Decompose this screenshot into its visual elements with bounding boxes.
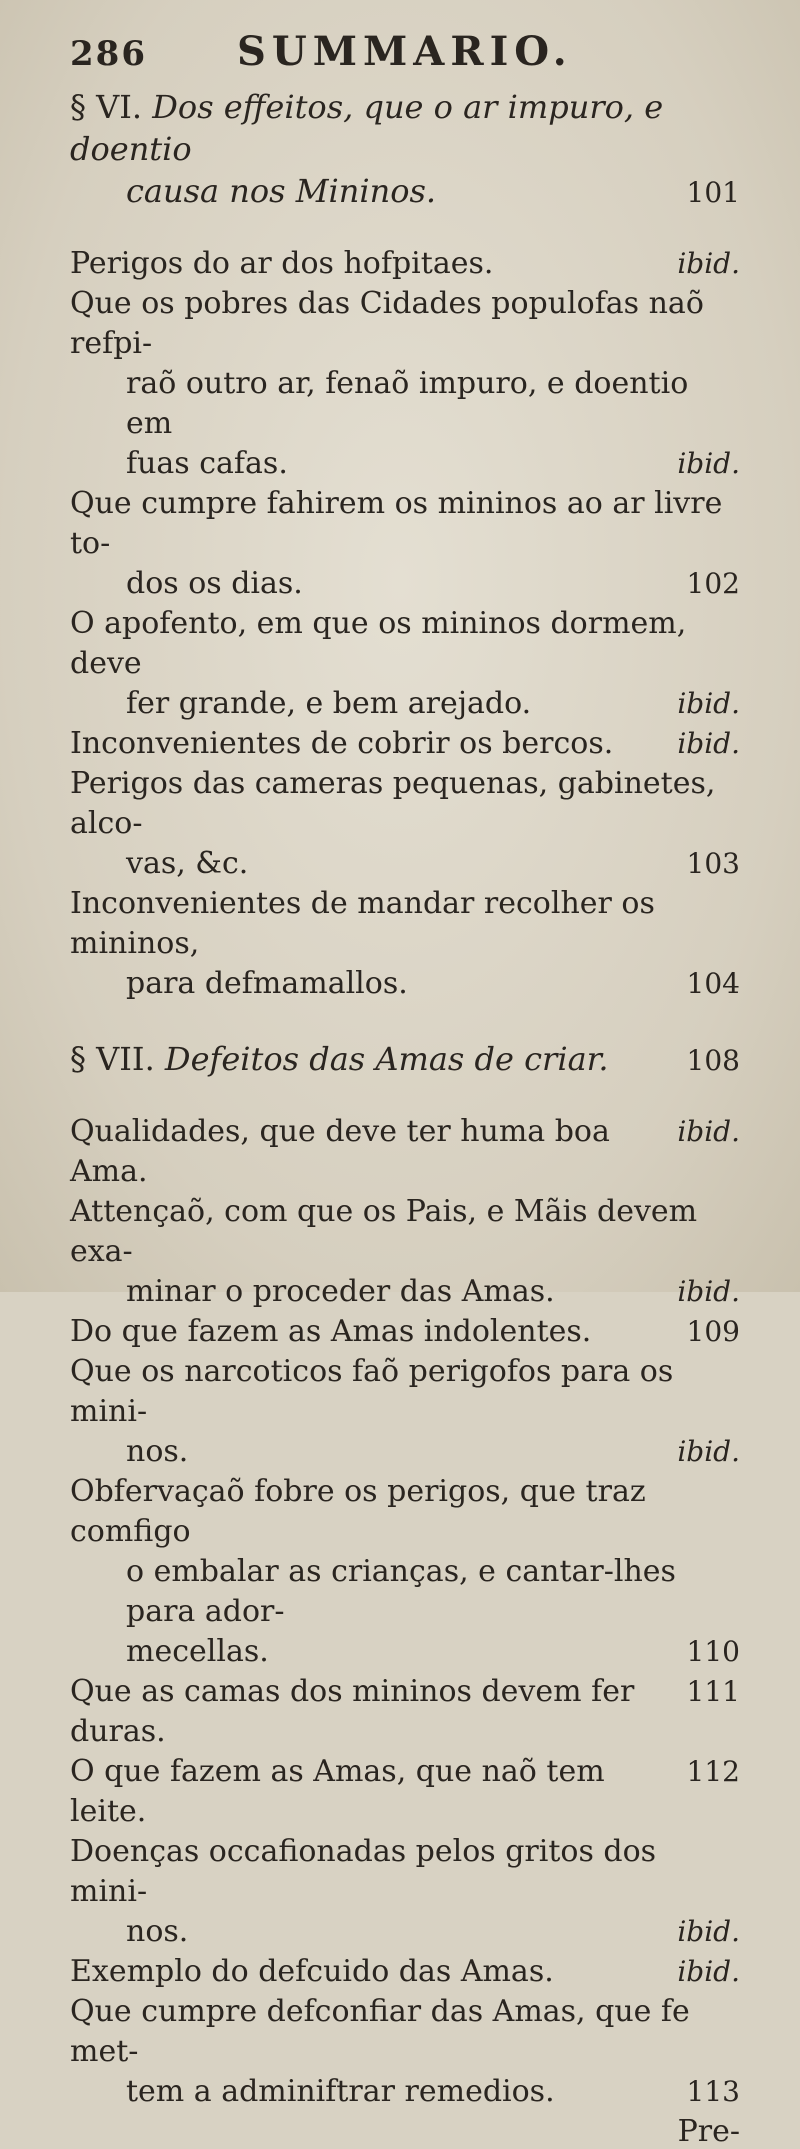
section-title-line2: causa nos Mininos.: [126, 172, 437, 210]
entry-ref: ibid.: [677, 687, 740, 720]
entry-text: O que fazem as Amas, que naõ tem leite.: [70, 1754, 605, 1829]
toc-entry: [70, 1352, 740, 1472]
entry-text: Doenças occafionadas pelos gritos dos mini-: [70, 1834, 657, 1909]
catchword: [70, 2114, 740, 2149]
entry-text: Que cumpre defconfiar das Amas, que fe met-: [70, 1994, 690, 2069]
toc-entry: [70, 1952, 740, 1992]
entry-text: fuas cafas.: [126, 446, 288, 481]
section-vi-heading: [70, 86, 740, 214]
toc-entry: [70, 484, 740, 604]
entry-ref: 110: [686, 1635, 740, 1668]
toc-entry: [70, 1472, 740, 1672]
toc-entry: [70, 1992, 740, 2112]
entry-text: mecellas.: [126, 1634, 269, 1669]
entry-ref: 113: [686, 2075, 740, 2108]
entry-ref: ibid.: [677, 1275, 740, 1308]
section-vii-heading: [70, 1038, 740, 1082]
entry-ref: 102: [686, 567, 740, 600]
entry-text: Que os narcoticos faõ perigofos para os mini-: [70, 1354, 674, 1429]
toc-entry: [70, 1312, 740, 1352]
page-header: [70, 28, 740, 86]
section-title-line1: Dos effeitos, que o ar impuro, e doentio: [70, 88, 664, 168]
entry-ref: 103: [686, 847, 740, 880]
entry-ref: ibid.: [677, 447, 740, 480]
entry-ref: 111: [686, 1675, 740, 1708]
entry-text: Perigos do ar dos hofpitaes.: [70, 246, 494, 281]
entry-text: nos.: [126, 1914, 189, 1949]
entry-text: o embalar as crianças, e cantar-lhes para ador-: [126, 1554, 676, 1629]
entry-text: Qualidades, que deve ter huma boa Ama.: [70, 1114, 610, 1189]
entry-text: Do que fazem as Amas indolentes.: [70, 1314, 592, 1349]
entry-ref: ibid.: [677, 1115, 740, 1148]
entry-ref: 104: [686, 967, 740, 1000]
entry-text: Que os pobres das Cidades populofas naõ refpi-: [70, 286, 704, 361]
entry-text: Que cumpre fahirem os mininos ao ar livre to-: [70, 486, 723, 561]
entry-ref: ibid.: [677, 1915, 740, 1948]
toc-entry: [70, 244, 740, 284]
entry-text: dos os dias.: [126, 566, 303, 601]
toc-entry: [70, 1192, 740, 1312]
entry-text: fer grande, e bem arejado.: [126, 686, 532, 721]
section-symbol: §: [70, 88, 86, 126]
section-title: Defeitos das Amas de criar.: [164, 1040, 609, 1078]
catchword-text: Pre-: [677, 2114, 740, 2149]
entry-text: raõ outro ar, fenaõ impuro, e doentio em: [126, 366, 689, 441]
page-number: 286: [70, 34, 147, 74]
section-page: 101: [686, 176, 740, 209]
toc-entry: [70, 284, 740, 484]
entry-text: Exemplo do defcuido das Amas.: [70, 1954, 554, 1989]
entry-ref: 112: [686, 1755, 740, 1788]
toc-entry: [70, 884, 740, 1004]
running-title: SUMMARIO.: [236, 28, 573, 75]
section-symbol: §: [70, 1040, 86, 1078]
entry-ref: 109: [686, 1315, 740, 1348]
entry-text: vas, &c.: [126, 846, 249, 881]
entry-text: nos.: [126, 1434, 189, 1469]
entry-text: Que as camas dos mininos devem fer duras.: [70, 1674, 635, 1749]
entry-text: Inconvenientes de cobrir os bercos.: [70, 726, 614, 761]
toc-entry: [70, 724, 740, 764]
toc-entry: [70, 604, 740, 724]
entry-ref: ibid.: [677, 727, 740, 760]
toc-entry: [70, 1832, 740, 1952]
section-number: VI.: [96, 88, 143, 126]
toc-entry: [70, 1752, 740, 1832]
entry-ref: ibid.: [677, 247, 740, 280]
toc-entry: [70, 1112, 740, 1192]
entry-text: O apofento, em que os mininos dormem, deve: [70, 606, 687, 681]
entry-text: Inconvenientes de mandar recolher os mininos,: [70, 886, 655, 961]
entry-text: Attençaõ, com que os Pais, e Mãis devem exa-: [70, 1194, 698, 1269]
entry-ref: ibid.: [677, 1955, 740, 1988]
entry-text: minar o proceder das Amas.: [126, 1274, 555, 1309]
entry-text: Obfervaçaõ fobre os perigos, que traz comfigo: [70, 1474, 646, 1549]
toc-entry: [70, 764, 740, 884]
toc-entry: [70, 1672, 740, 1752]
section-number: VII.: [96, 1040, 155, 1078]
section-page: 108: [686, 1044, 740, 1077]
entry-text: para defmamallos.: [126, 966, 408, 1001]
entry-text: tem a adminiftrar remedios.: [126, 2074, 555, 2109]
entry-text: Perigos das cameras pequenas, gabinetes, alco-: [70, 766, 716, 841]
entry-ref: ibid.: [677, 1435, 740, 1468]
